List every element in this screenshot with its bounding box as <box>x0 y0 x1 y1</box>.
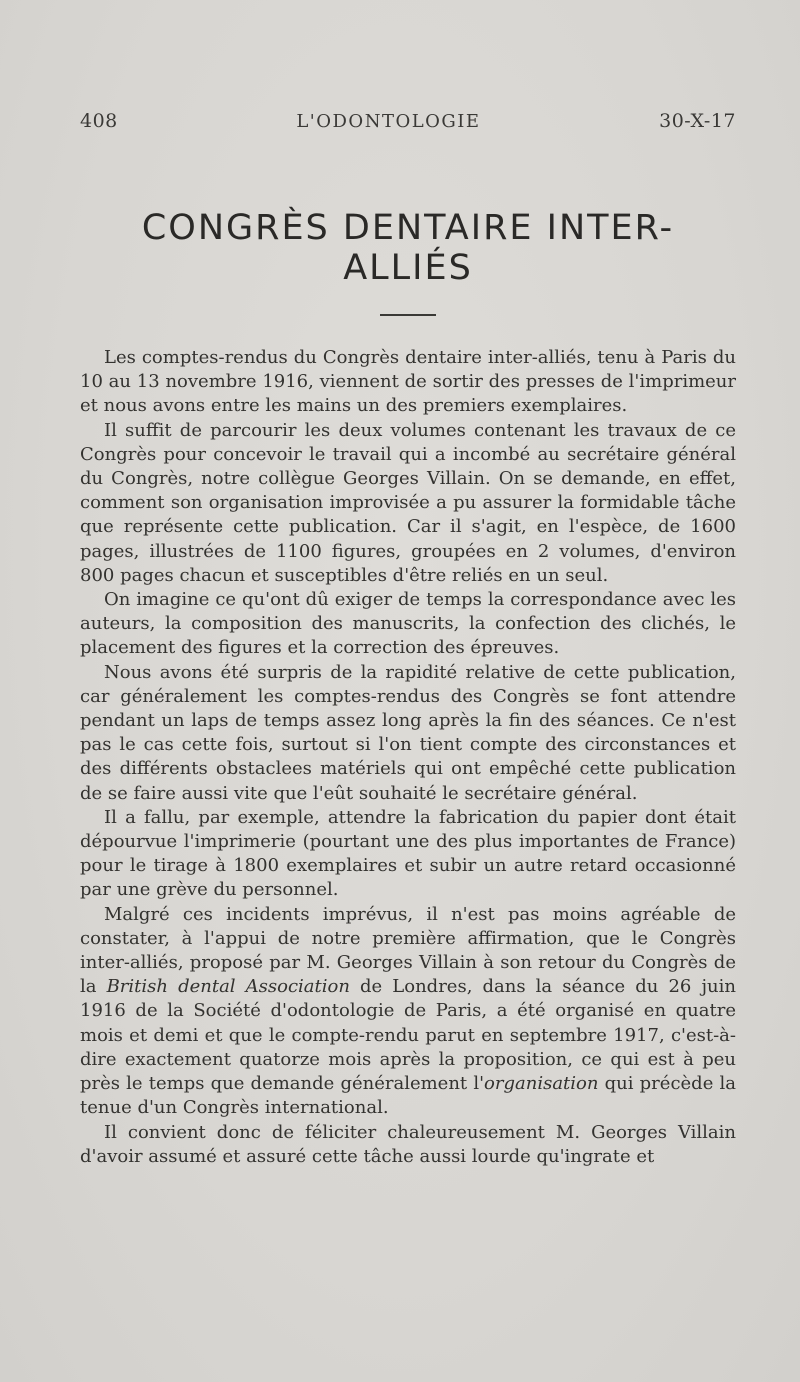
paragraph-7: Il convient donc de féliciter chaleureusement M. Georges Villain d'avoir assumé et assuré cette tâche aussi lourde qu'ingrate et <box>80 1121 736 1167</box>
paragraph-5: Il a fallu, par exemple, attendre la fabrication du papier dont était dépourvue l'imprimerie (pourtant une des plus importantes de France) pour le tirage à 1800 exemplaires et subir un autre retard occasionné par une grève du personnel. <box>80 806 736 901</box>
paragraph-1: Les comptes-rendus du Congrès dentaire inter-alliés, tenu à Paris du 10 au 13 novembre 1916, viennent de sortir des presses de l'imprimeur et nous avons entre les mains un des premiers exemplaires. <box>80 347 736 417</box>
association-name: British dental Association <box>106 976 350 998</box>
article-body <box>80 346 736 1169</box>
paragraph-4: Nous avons été surpris de la rapidité relative de cette publication, car généralement les comptes-rendus des Congrès se font attendre pendant un laps de temps assez long après la fin des séances. Ce n'est pas le cas cette fois, surtout si l'on tient compte des circonstances et des différents obstaclees matériels qui ont empêché cette publication de se faire aussi vite que l'eût souhaité le secrétaire général. <box>80 661 736 804</box>
running-head <box>80 110 736 132</box>
title-divider <box>380 314 436 316</box>
paragraph-6-part-b: de Londres, dans la séance du 26 juin 1916 de la Société d'odontologie de Paris, a été organisé en quatre mois et demi et que le compte-rendu parut en septembre 1917, c'est-à-dire exactement quatorze mois après la proposition, ce qui est à peu près le temps que demande généralement l' <box>80 976 736 1095</box>
journal-title: L'ODONTOLOGIE <box>296 111 481 132</box>
issue-date: 30-X-17 <box>659 110 736 132</box>
paragraph-3: On imagine ce qu'ont dû exiger de temps la correspondance avec les auteurs, la composition des manuscrits, la confection des clichés, le placement des figures et la correction des épreuves. <box>80 589 736 659</box>
page-number: 408 <box>80 110 118 132</box>
paragraph-6-part-a: Malgré ces incidents imprévus, il n'est pas moins agréable de constater, à l'appui de notre première affirmation, que le Congrès inter-alliés, proposé par M. Georges Villain à son retour du Congrès de la <box>80 903 736 998</box>
organisation-word: organisation <box>484 1073 599 1095</box>
paragraph-6-part-c: qui précède la tenue d'un Congrès international. <box>80 1073 736 1119</box>
paragraph-2: Il suffit de parcourir les deux volumes contenant les travaux de ce Congrès pour concevoir le travail qui a incombé au secrétaire général du Congrès, notre collègue Georges Villain. On se demande, en effet, comment son organisation improvisée a pu assurer la formidable tâche que représente cette publication. Car il s'agit, en l'espèce, de 1600 pages, illustrées de 1100 figures, groupées en 2 volumes, d'environ 800 pages chacun et susceptibles d'être reliés en un seul. <box>80 419 736 586</box>
article-title: CONGRÈS DENTAIRE INTER-ALLIÉS <box>141 208 675 288</box>
paragraph-6 <box>80 903 736 1121</box>
